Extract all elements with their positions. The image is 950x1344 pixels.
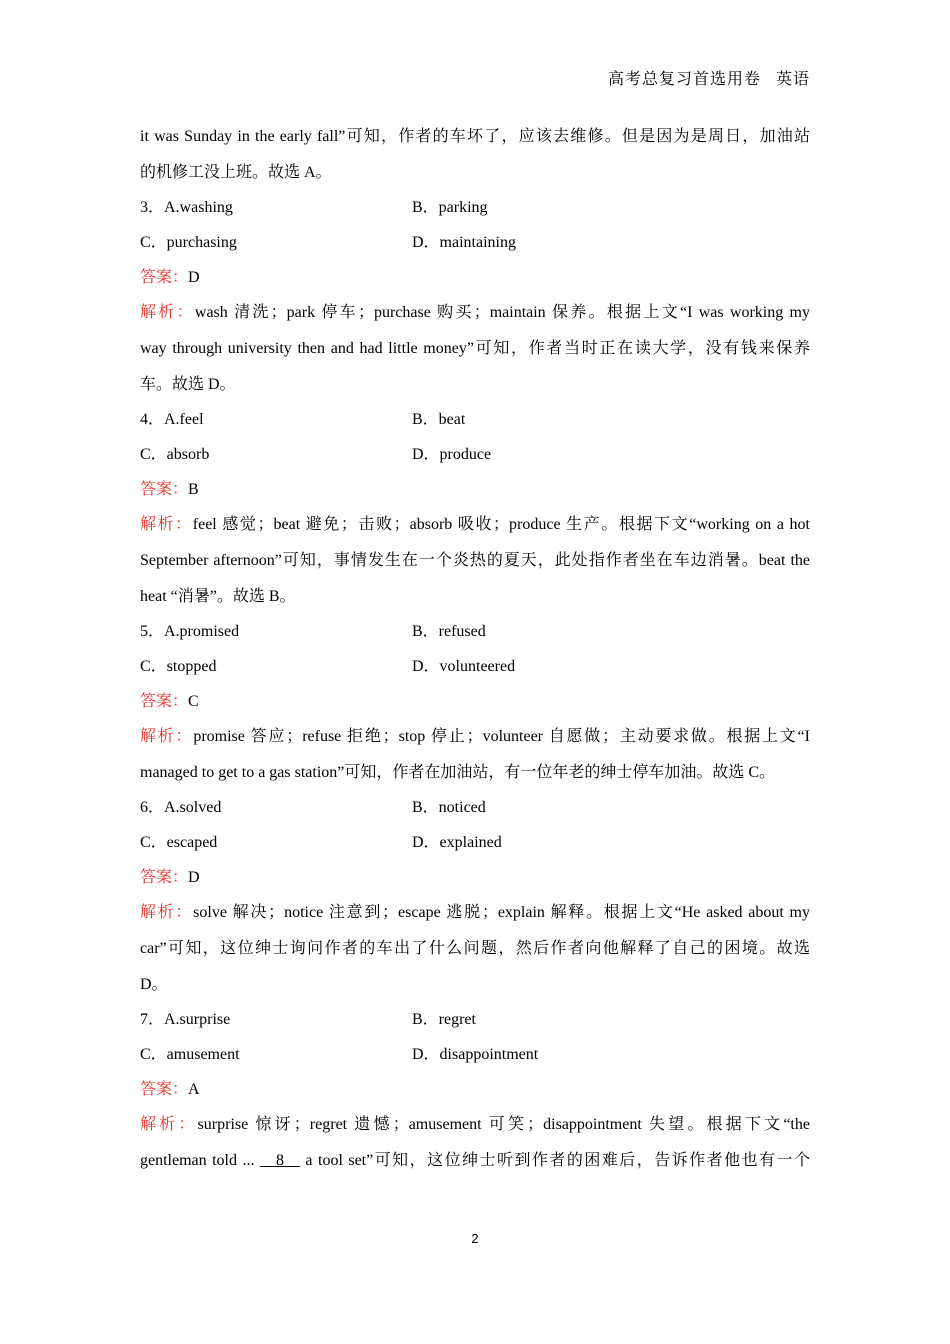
option-b: B．beat	[412, 411, 466, 428]
option-b: B．regret	[412, 1011, 476, 1028]
answer-line	[140, 477, 810, 512]
explanation-line	[140, 1148, 810, 1184]
answer-line	[140, 865, 810, 900]
subject-label: 英语	[775, 71, 810, 88]
options-row	[140, 654, 810, 689]
explanation-line	[140, 300, 810, 336]
options-row	[140, 830, 810, 865]
options-row	[140, 195, 810, 230]
explanation-text: wash 清洗；park 停车；purchase 购买；maintain 保养。根据上文“I was working my	[194, 304, 810, 321]
explanation-text: promise 答应；refuse 拒绝；stop 停止；volunteer 自愿做；主动要求做。根据上文“I	[193, 728, 810, 745]
explain-label: 解析：	[140, 304, 195, 321]
option-c: C．amusement	[140, 1046, 240, 1063]
page-content	[140, 124, 810, 1184]
options-row	[140, 442, 810, 477]
answer-value: C	[188, 693, 199, 710]
option-c: C．absorb	[140, 446, 210, 463]
answer-line	[140, 1077, 810, 1112]
page-header	[608, 66, 810, 89]
answer-label: 答案：	[140, 1081, 189, 1098]
page-number: 2	[471, 1231, 479, 1246]
explain-label: 解析：	[140, 1116, 198, 1133]
text-line: it was Sunday in the early fall”可知，作者的车坏了，应该去维修。但是因为是周日，加油站	[140, 128, 810, 145]
blank-8: __8__	[259, 1152, 300, 1169]
option-d: D．explained	[412, 834, 502, 851]
explanation-line: 车。故选 D。	[140, 376, 236, 393]
option-c: C．escaped	[140, 834, 218, 851]
answer-label: 答案：	[140, 693, 189, 710]
explanation-text: gentleman told ...	[140, 1152, 260, 1169]
options-row	[140, 795, 810, 830]
explanation-line	[140, 724, 810, 760]
explain-label: 解析：	[140, 904, 194, 921]
explanation-line	[140, 1112, 810, 1148]
option-b: B．parking	[412, 199, 488, 216]
option-b: B．noticed	[412, 799, 486, 816]
option-d: D．produce	[412, 446, 492, 463]
explanation-line	[140, 900, 810, 936]
book-title: 高考总复习首选用卷	[607, 71, 761, 88]
option-d: D．maintaining	[412, 234, 516, 251]
options-row	[140, 619, 810, 654]
answer-value: D	[188, 269, 200, 286]
explain-label: 解析：	[140, 516, 193, 533]
explanation-line: way through university then and had little money”可知，作者当时正在读大学，没有钱来保养	[140, 340, 810, 357]
text-line: 的机修工没上班。故选 A。	[140, 164, 332, 181]
answer-value: B	[188, 481, 199, 498]
option-d: D．disappointment	[412, 1046, 539, 1063]
options-row	[140, 1042, 810, 1077]
option-a: 4．A.feel	[140, 411, 204, 428]
explanation-line	[140, 512, 810, 548]
answer-value: A	[188, 1081, 200, 1098]
answer-line	[140, 689, 810, 724]
explanation-text: surprise 惊讶；regret 遗憾；amusement 可笑；disappointment 失望。根据下文“the	[197, 1116, 810, 1133]
answer-label: 答案：	[140, 869, 189, 886]
options-row	[140, 230, 810, 265]
option-b: B．refused	[412, 623, 486, 640]
answer-label: 答案：	[140, 481, 189, 498]
options-row	[140, 407, 810, 442]
explanation-line: September afternoon”可知，事情发生在一个炎热的夏天，此处指作者坐在车边消暑。beat the	[140, 552, 810, 569]
answer-line	[140, 265, 810, 300]
options-row	[140, 1007, 810, 1042]
option-a: 5．A.promised	[140, 623, 240, 640]
option-d: D．volunteered	[412, 658, 516, 675]
explanation-line: car”可知，这位绅士询问作者的车出了什么问题，然后作者向他解释了自己的困境。故选	[140, 940, 810, 957]
explanation-text: a tool set”可知，这位绅士听到作者的困难后，告诉作者他也有一个	[299, 1152, 811, 1169]
option-a: 7．A.surprise	[140, 1011, 231, 1028]
option-a: 6．A.solved	[140, 799, 222, 816]
option-c: C．purchasing	[140, 234, 237, 251]
option-a: 3．A.washing	[140, 199, 233, 216]
answer-value: D	[188, 869, 200, 886]
answer-label: 答案：	[140, 269, 189, 286]
explain-label: 解析：	[140, 728, 194, 745]
explanation-line: managed to get to a gas station”可知，作者在加油站，有一位年老的绅士停车加油。故选 C。	[140, 764, 776, 781]
explanation-line: heat “消暑”。故选 B。	[140, 588, 296, 605]
option-c: C．stopped	[140, 658, 217, 675]
explanation-text: solve 解决；notice 注意到；escape 逃脱；explain 解释。根据上文“He asked about my	[193, 904, 810, 921]
explanation-line: D。	[140, 976, 168, 993]
explanation-text: feel 感觉；beat 避免；击败；absorb 吸收；produce 生产。根据下文“working on a hot	[192, 516, 810, 533]
